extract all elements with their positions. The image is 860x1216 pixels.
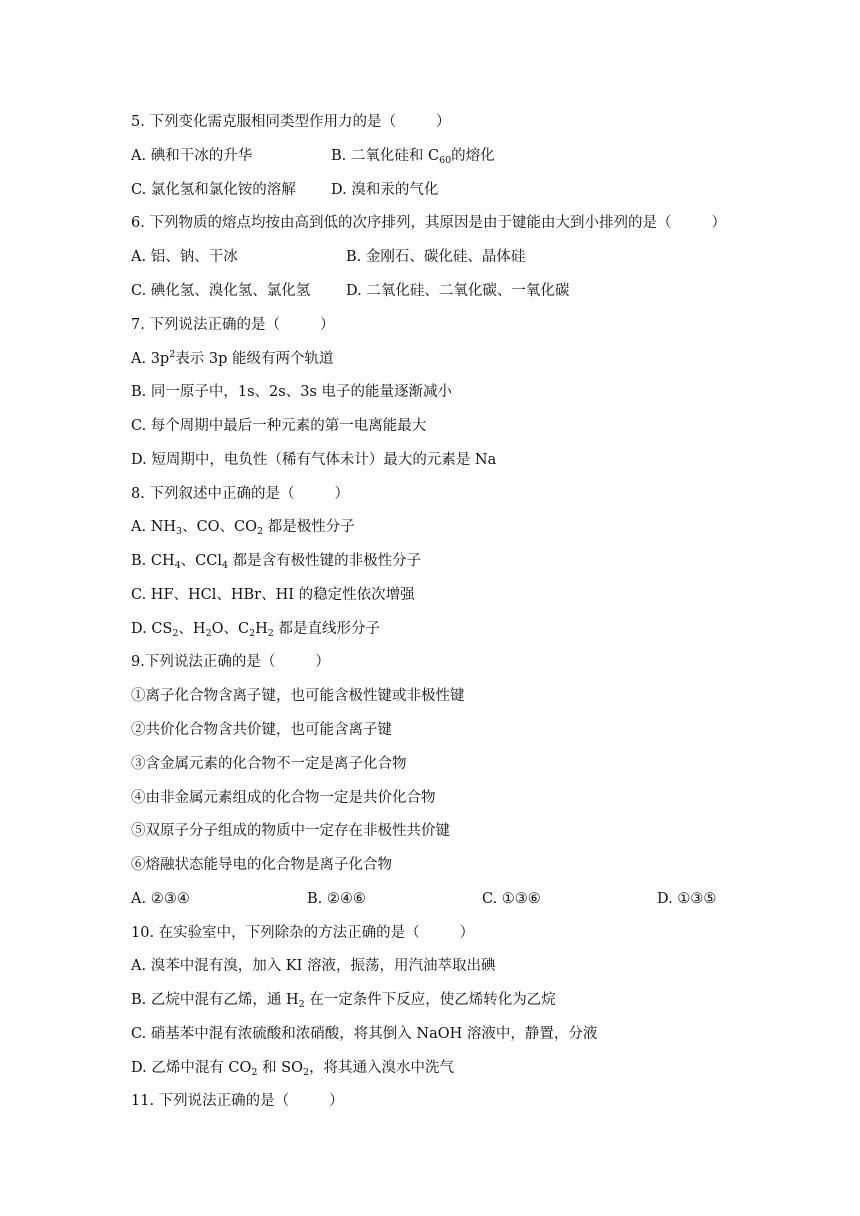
q5-option-c: C. 氯化氢和氯化铵的溶解 <box>131 182 296 198</box>
q10-option-d: D. 乙烯中混有 $CO_2$ 和 $SO_2$，将其通入溴水中洗气 <box>131 1060 455 1078</box>
q5-option-a: A. 碘和干冰的升华 <box>131 148 253 164</box>
q9-stem: 9.下列说法正确的是（ ） <box>131 654 330 670</box>
q10-option-c: C. 硝基苯中混有浓硫酸和浓硝酸，将其倒入 NaOH 溶液中，静置，分液 <box>131 1026 598 1042</box>
q9-option-b: B. ②④⑥ <box>307 891 366 907</box>
q9-option-c: C. ①③⑥ <box>482 891 541 907</box>
q9-statement-2: ②共价化合物含共价键，也可能含离子键 <box>131 722 392 738</box>
q7-option-d: D. 短周期中，电负性（稀有气体未计）最大的元素是 Na <box>131 452 497 468</box>
q9-statement-1: ①离子化合物含离子键，也可能含极性键或非极性键 <box>131 688 465 704</box>
q7-stem: 7. 下列说法正确的是（ ） <box>131 317 335 333</box>
q7-option-b: B. 同一原子中，1s、2s、3s 电子的能量逐渐减小 <box>131 384 452 400</box>
q5-stem: 5. 下列变化需克服相同类型作用力的是（ ） <box>131 114 451 130</box>
q11-stem: 11. 下列说法正确的是（ ） <box>131 1093 344 1109</box>
q5-option-b: B. 二氧化硅和 $C_{60}$的熔化 <box>331 148 495 166</box>
q10-stem: 10. 在实验室中，下列除杂的方法正确的是（ ） <box>131 925 475 941</box>
q9-statement-3: ③含金属元素的化合物不一定是离子化合物 <box>131 756 407 772</box>
q9-option-a: A. ②③④ <box>131 891 190 907</box>
q9-statement-5: ⑤双原子分子组成的物质中一定存在非极性共价键 <box>131 823 450 839</box>
q6-stem: 6. 下列物质的熔点均按由高到低的次序排列，其原因是由于键能由大到小排列的是（ ） <box>131 215 726 231</box>
q6-option-a: A. 铝、钠、干冰 <box>131 249 238 265</box>
q8-option-c: C. HF、HCl、HBr、HI 的稳定性依次增强 <box>131 587 415 603</box>
q8-option-d: D. $CS_2$、$H_2O$、$C_2H_2$ 都是直线形分子 <box>131 621 380 639</box>
q7-option-a: A. $3p^2$表示 3p 能级有两个轨道 <box>131 349 334 367</box>
q6-option-b: B. 金刚石、碳化硅、晶体硅 <box>346 249 526 265</box>
q6-option-d: D. 二氧化硅、二氧化碳、一氧化碳 <box>346 283 570 299</box>
q8-stem: 8. 下列叙述中正确的是（ ） <box>131 486 349 502</box>
q9-option-d: D. ①③⑤ <box>657 891 717 907</box>
q6-option-c: C. 碘化氢、溴化氢、氯化氢 <box>131 283 311 299</box>
q9-statement-4: ④由非金属元素组成的化合物一定是共价化合物 <box>131 790 436 806</box>
q7-option-c: C. 每个周期中最后一种元素的第一电离能最大 <box>131 418 427 434</box>
q10-option-b: B. 乙烷中混有乙烯，通 $H_2$ 在一定条件下反应，使乙烯转化为乙烷 <box>131 992 556 1010</box>
q10-option-a: A. 溴苯中混有溴，加入 KI 溶液，振荡，用汽油萃取出碘 <box>131 958 496 974</box>
q8-option-a: A. $NH_3$、CO、$CO_2$ 都是极性分子 <box>131 519 355 537</box>
q9-statement-6: ⑥熔融状态能导电的化合物是离子化合物 <box>131 857 392 873</box>
q8-option-b: B. $CH_4$、CCl$_4$ 都是含有极性键的非极性分子 <box>131 553 422 571</box>
q5-option-d: D. 溴和汞的气化 <box>331 182 439 198</box>
